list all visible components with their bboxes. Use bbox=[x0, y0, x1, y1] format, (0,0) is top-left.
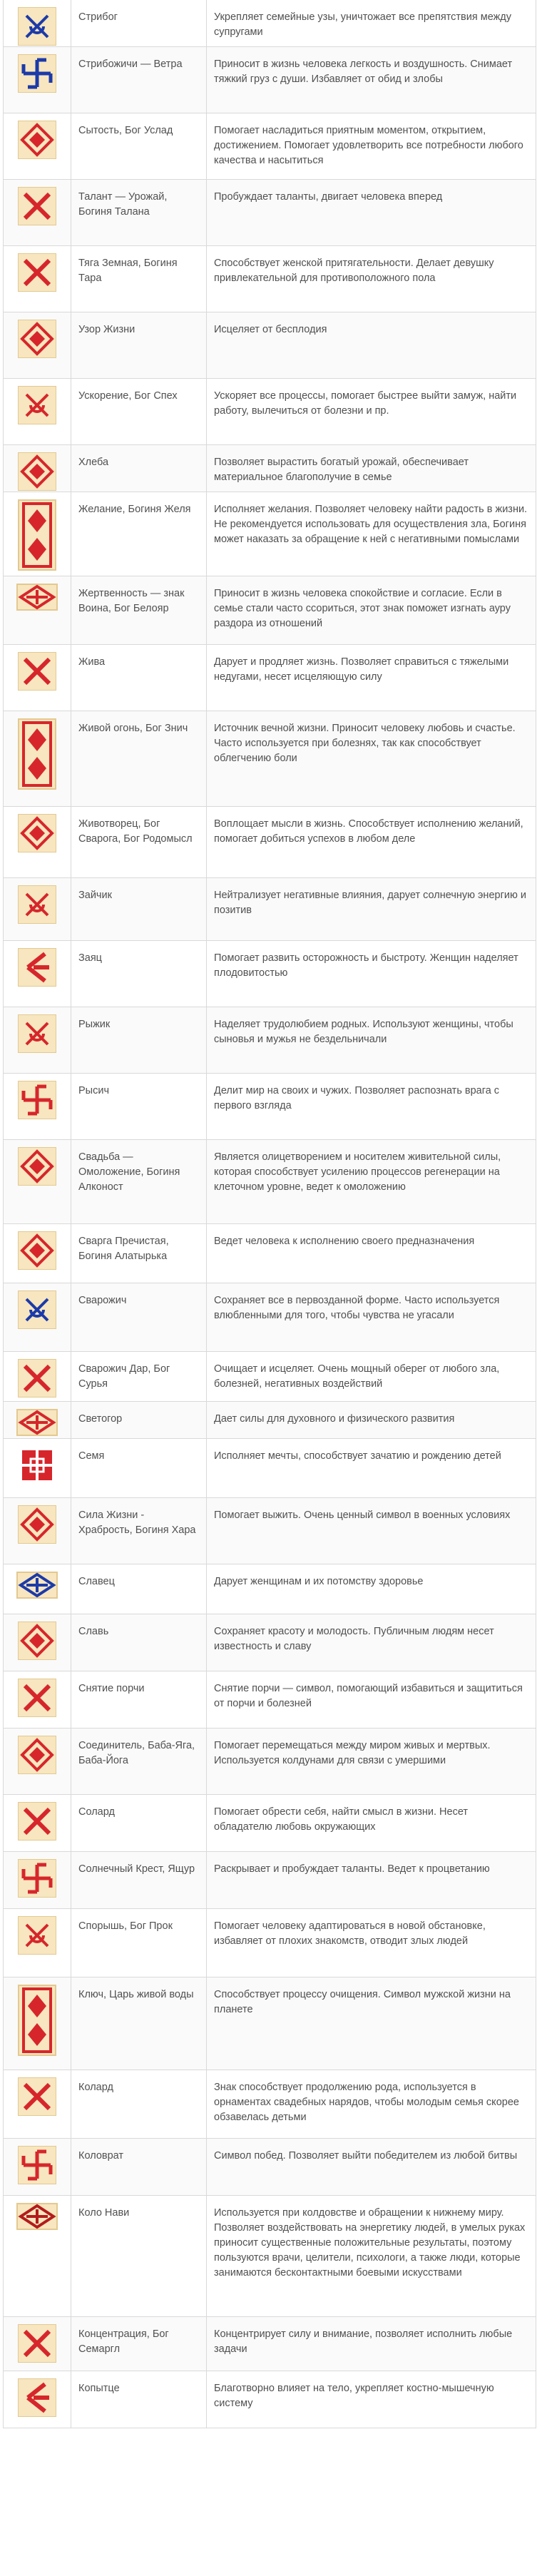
symbol-cell bbox=[3, 2317, 71, 2371]
table-row bbox=[3, 1402, 536, 1439]
symbol-cell bbox=[3, 645, 71, 711]
symbol-name: Спорышь, Бог Прок bbox=[71, 1909, 207, 1977]
table-row bbox=[3, 1352, 536, 1402]
zhelanie-icon bbox=[18, 499, 56, 571]
table-row bbox=[3, 1007, 536, 1074]
symbol-cell bbox=[3, 492, 71, 576]
solard-icon bbox=[18, 1802, 56, 1841]
symbol-cell bbox=[3, 807, 71, 877]
symbol-description: Раскрывает и пробуждает таланты. Ведет к процветанию bbox=[207, 1852, 536, 1908]
tyaga-icon bbox=[18, 253, 56, 292]
symbol-cell bbox=[3, 2139, 71, 2195]
symbol-name: Славец bbox=[71, 1564, 207, 1614]
symbol-description: Позволяет вырастить богатый урожай, обеспечивает материальное благополучие в семье bbox=[207, 445, 536, 497]
talant-icon bbox=[18, 187, 56, 225]
symbol-name: Солард bbox=[71, 1795, 207, 1851]
zhertvennost-icon bbox=[16, 584, 58, 611]
symbol-cell bbox=[3, 1977, 71, 2070]
stribog-icon bbox=[18, 7, 56, 46]
symbol-cell bbox=[3, 1729, 71, 1794]
table-row bbox=[3, 445, 536, 492]
symbol-cell bbox=[3, 312, 71, 378]
symbol-cell bbox=[3, 1140, 71, 1223]
symbol-description: Способствует процессу очищения. Символ мужской жизни на планете bbox=[207, 1977, 536, 2070]
symbol-cell bbox=[3, 1498, 71, 1564]
symbol-cell bbox=[3, 1283, 71, 1351]
symbol-cell bbox=[3, 2371, 71, 2428]
table-row bbox=[3, 2196, 536, 2317]
symbol-name: Светогор bbox=[71, 1402, 207, 1442]
zhivotvorets-icon bbox=[18, 814, 56, 852]
symbol-cell bbox=[3, 379, 71, 444]
slav-icon bbox=[18, 1622, 56, 1660]
symbol-name: Солнечный Крест, Ящур bbox=[71, 1852, 207, 1908]
symbol-cell bbox=[3, 2196, 71, 2316]
symbols-table bbox=[3, 0, 536, 2428]
symbol-description: Наделяет трудолюбием родных. Используют женщины, чтобы сыновья и мужья не бездельничали bbox=[207, 1007, 536, 1073]
symbol-cell bbox=[3, 1564, 71, 1614]
symbol-description: Помогает развить осторожность и быстроту. Женщин наделяет плодовитостью bbox=[207, 941, 536, 1007]
symbol-cell bbox=[3, 576, 71, 644]
table-row bbox=[3, 312, 536, 379]
table-row bbox=[3, 47, 536, 113]
symbol-name: Снятие порчи bbox=[71, 1671, 207, 1728]
symbol-description: Знак способствует продолжению рода, используется в орнаментах свадебных нарядов, чтобы молодым семья скорее обзавелась детьми bbox=[207, 2070, 536, 2138]
table-row bbox=[3, 0, 536, 47]
table-row bbox=[3, 1498, 536, 1564]
table-row bbox=[3, 492, 536, 576]
symbol-cell bbox=[3, 47, 71, 113]
zaychik-icon bbox=[18, 885, 56, 924]
symbol-description: Является олицетворением и носителем живительной силы, которая способствует усилению процессов регенерации на клеточном уровне, ведет к омоложению bbox=[207, 1140, 536, 1223]
symbol-cell bbox=[3, 0, 71, 51]
symbol-name: Сварожич Дар, Бог Сурья bbox=[71, 1352, 207, 1403]
zayats-icon bbox=[18, 948, 56, 987]
kopyttse-icon bbox=[18, 2378, 56, 2417]
svarozhich-dar-icon bbox=[18, 1359, 56, 1398]
symbol-name: Колард bbox=[71, 2070, 207, 2138]
symbol-name: Живой огонь, Бог Знич bbox=[71, 711, 207, 806]
symbol-name: Коловрат bbox=[71, 2139, 207, 2195]
symbol-description: Помогает человеку адаптироваться в новой обстановке, избавляет от плохих знакомств, отводит злых людей bbox=[207, 1909, 536, 1977]
symbol-description: Снятие порчи — символ, помогающий избавиться и защититься от порчи и болезней bbox=[207, 1671, 536, 1728]
symbol-cell bbox=[3, 1352, 71, 1403]
symbol-description: Благотворно влияет на тело, укрепляет костно-мышечную систему bbox=[207, 2371, 536, 2428]
table-row bbox=[3, 1729, 536, 1795]
table-row bbox=[3, 1671, 536, 1729]
soedinitel-icon bbox=[18, 1736, 56, 1774]
table-row bbox=[3, 1852, 536, 1909]
symbol-cell bbox=[3, 445, 71, 497]
symbol-description: Приносит в жизнь человека спокойствие и согласие. Если в семье стали часто ссориться, этот знак поможет изгнать ауру раздора из отношений bbox=[207, 576, 536, 644]
symbol-description: Сохраняет красоту и молодость. Публичным людям несет известность и славу bbox=[207, 1614, 536, 1671]
kontsentratsiya-icon bbox=[18, 2324, 56, 2363]
table-row bbox=[3, 576, 536, 645]
table-row bbox=[3, 1140, 536, 1224]
symbol-description: Символ побед. Позволяет выйти победителем из любой битвы bbox=[207, 2139, 536, 2195]
symbol-name: Талант — Урожай, Богиня Талана bbox=[71, 180, 207, 245]
symbol-description: Источник вечной жизни. Приносит человеку любовь и счастье. Часто используется при болезнях, так как способствует облегчению боли bbox=[207, 711, 536, 806]
symbol-name: Сварга Пречистая, Богиня Алатырька bbox=[71, 1224, 207, 1283]
table-row bbox=[3, 1074, 536, 1140]
table-row bbox=[3, 246, 536, 312]
symbol-cell bbox=[3, 1852, 71, 1908]
symbol-name: Свадьба — Омоложение, Богиня Алконост bbox=[71, 1140, 207, 1223]
symbol-description: Приносит в жизнь человека легкость и воздушность. Снимает тяжкий груз с души. Избавляет от обид и злобы bbox=[207, 47, 536, 113]
symbol-description: Помогает обрести себя, найти смысл в жизни. Несет обладателю любовь окружающих bbox=[207, 1795, 536, 1851]
sporysh-icon bbox=[18, 1916, 56, 1955]
table-row bbox=[3, 2139, 536, 2196]
symbol-cell bbox=[3, 1671, 71, 1728]
ryzhik-icon bbox=[18, 1014, 56, 1053]
symbol-cell bbox=[3, 878, 71, 940]
slavets-icon bbox=[16, 1572, 58, 1599]
symbol-description: Исполняет мечты, способствует зачатию и рождению детей bbox=[207, 1439, 536, 1497]
symbol-description: Ведет человека к исполнению своего предназначения bbox=[207, 1224, 536, 1283]
symbol-cell bbox=[3, 711, 71, 806]
symbol-name: Желание, Богиня Желя bbox=[71, 492, 207, 576]
svarga-icon bbox=[18, 1231, 56, 1270]
table-row bbox=[3, 1224, 536, 1283]
symbol-name: Хлеба bbox=[71, 445, 207, 497]
symbol-description: Укрепляет семейные узы, уничтожает все препятствия между супругами bbox=[207, 0, 536, 51]
symbol-name: Концентрация, Бог Семаргл bbox=[71, 2317, 207, 2371]
table-row bbox=[3, 1795, 536, 1852]
klyuch-icon bbox=[18, 1985, 56, 2056]
symbol-cell bbox=[3, 1909, 71, 1977]
symbol-description: Концентрирует силу и внимание, позволяет исполнить любые задачи bbox=[207, 2317, 536, 2371]
symbol-description: Дает силы для духовного и физического развития bbox=[207, 1402, 536, 1442]
symbol-cell bbox=[3, 1614, 71, 1671]
table-row bbox=[3, 1283, 536, 1352]
symbol-name: Сварожич bbox=[71, 1283, 207, 1351]
table-row bbox=[3, 1977, 536, 2070]
symbol-cell bbox=[3, 1795, 71, 1851]
symbol-name: Славь bbox=[71, 1614, 207, 1671]
kolard-icon bbox=[18, 2077, 56, 2116]
symbol-description: Нейтрализует негативные влияния, дарует солнечную энергию и позитив bbox=[207, 878, 536, 940]
table-row bbox=[3, 878, 536, 941]
zhivoy-ogon-icon bbox=[18, 718, 56, 790]
symbol-cell bbox=[3, 1402, 71, 1442]
solnechny-krest-icon bbox=[18, 1859, 56, 1898]
zhiva-icon bbox=[18, 652, 56, 691]
table-row bbox=[3, 1614, 536, 1671]
sila-zhizni-icon bbox=[18, 1505, 56, 1544]
symbol-description: Пробуждает таланты, двигает человека вперед bbox=[207, 180, 536, 245]
table-row bbox=[3, 113, 536, 180]
symbol-description: Дарует и продляет жизнь. Позволяет справиться с тяжелыми недугами, несет исцеляющую силу bbox=[207, 645, 536, 711]
symbol-name: Животворец, Бог Сварога, Бог Родомысл bbox=[71, 807, 207, 877]
symbol-description: Используется при колдовстве и обращении к нижнему миру. Позволяет воздействовать на энергетику людей, в умелых руках приносит существенные положительные результаты, поэтому пользуются врачи, целители, психологи, а также люди, которые занимаются бесконтактными боевыми искусствами bbox=[207, 2196, 536, 2316]
symbol-description: Воплощает мысли в жизнь. Способствует исполнению желаний, помогает добиться успехов в любом деле bbox=[207, 807, 536, 877]
hleba-icon bbox=[18, 452, 56, 491]
symbol-description: Исполняет желания. Позволяет человеку найти радость в жизни. Не рекомендуется использовать для осуществления зла, Богиня может наказать за обращение к ней с негативными помыслами bbox=[207, 492, 536, 576]
symbol-name: Тяга Земная, Богиня Тара bbox=[71, 246, 207, 312]
semya-icon bbox=[18, 1446, 56, 1485]
symbol-name: Ключ, Царь живой воды bbox=[71, 1977, 207, 2070]
symbol-cell bbox=[3, 941, 71, 1007]
symbol-cell bbox=[3, 1224, 71, 1283]
table-row bbox=[3, 2070, 536, 2139]
snyatie-porchi-icon bbox=[18, 1679, 56, 1717]
symbol-description: Помогает насладиться приятным моментом, открытием, достижением. Помогает удовлетворить все потребности любого качества и насытиться bbox=[207, 113, 536, 179]
table-row bbox=[3, 711, 536, 807]
symbol-cell bbox=[3, 1074, 71, 1139]
symbol-name: Ускорение, Бог Спех bbox=[71, 379, 207, 444]
stribozhichi-icon bbox=[18, 54, 56, 93]
symbol-name: Соединитель, Баба-Яга, Баба-Йога bbox=[71, 1729, 207, 1794]
table-row bbox=[3, 2317, 536, 2371]
symbol-name: Коло Нави bbox=[71, 2196, 207, 2316]
symbol-name: Стрибог bbox=[71, 0, 207, 51]
symbol-cell bbox=[3, 2070, 71, 2138]
symbol-description: Ускоряет все процессы, помогает быстрее выйти замуж, найти работу, вылечиться от болезни и пр. bbox=[207, 379, 536, 444]
symbol-description: Очищает и исцеляет. Очень мощный оберег от любого зла, болезней, негативных воздействий bbox=[207, 1352, 536, 1403]
symbol-name: Жива bbox=[71, 645, 207, 711]
symbol-description: Способствует женской притягательности. Делает девушку привлекательной для противоположного пола bbox=[207, 246, 536, 312]
kolo-navi-icon bbox=[16, 2203, 58, 2230]
table-row bbox=[3, 1564, 536, 1614]
symbol-cell bbox=[3, 180, 71, 245]
symbol-description: Сохраняет все в первозданной форме. Часто используется влюбленными для того, чтобы чувства не угасали bbox=[207, 1283, 536, 1351]
symbol-name: Рысич bbox=[71, 1074, 207, 1139]
uskorenie-icon bbox=[18, 386, 56, 424]
symbol-description: Дарует женщинам и их потомству здоровье bbox=[207, 1564, 536, 1614]
symbol-name: Жертвенность — знак Воина, Бог Белояр bbox=[71, 576, 207, 644]
table-row bbox=[3, 807, 536, 878]
symbol-name: Рыжик bbox=[71, 1007, 207, 1073]
table-row bbox=[3, 941, 536, 1007]
symbol-name: Зайчик bbox=[71, 878, 207, 940]
symbol-name: Стрибожичи — Ветра bbox=[71, 47, 207, 113]
svarozhich-icon bbox=[18, 1290, 56, 1329]
kolovrat-icon bbox=[18, 2146, 56, 2184]
table-row bbox=[3, 180, 536, 246]
table-row bbox=[3, 1909, 536, 1977]
rysich-icon bbox=[18, 1081, 56, 1119]
svadba-icon bbox=[18, 1147, 56, 1186]
sytost-icon bbox=[18, 121, 56, 159]
symbol-name: Семя bbox=[71, 1439, 207, 1497]
symbol-name: Узор Жизни bbox=[71, 312, 207, 378]
symbol-description: Исцеляет от бесплодия bbox=[207, 312, 536, 378]
table-row bbox=[3, 645, 536, 711]
table-row bbox=[3, 1439, 536, 1498]
table-row bbox=[3, 379, 536, 445]
symbol-description: Делит мир на своих и чужих. Позволяет распознать врага с первого взгляда bbox=[207, 1074, 536, 1139]
symbol-name: Сытость, Бог Услад bbox=[71, 113, 207, 179]
symbol-description: Помогает перемещаться между миром живых и мертвых. Используется колдунами для связи с умершими bbox=[207, 1729, 536, 1794]
symbol-name: Сила Жизни - Храбрость, Богиня Хара bbox=[71, 1498, 207, 1564]
symbol-name: Копытце bbox=[71, 2371, 207, 2428]
symbol-description: Помогает выжить. Очень ценный символ в военных условиях bbox=[207, 1498, 536, 1564]
symbol-name: Заяц bbox=[71, 941, 207, 1007]
symbol-cell bbox=[3, 113, 71, 179]
symbol-cell bbox=[3, 1007, 71, 1073]
table-row bbox=[3, 2371, 536, 2428]
uzor-icon bbox=[18, 320, 56, 358]
symbol-cell bbox=[3, 1439, 71, 1497]
svetogor-icon bbox=[16, 1409, 58, 1436]
symbol-cell bbox=[3, 246, 71, 312]
